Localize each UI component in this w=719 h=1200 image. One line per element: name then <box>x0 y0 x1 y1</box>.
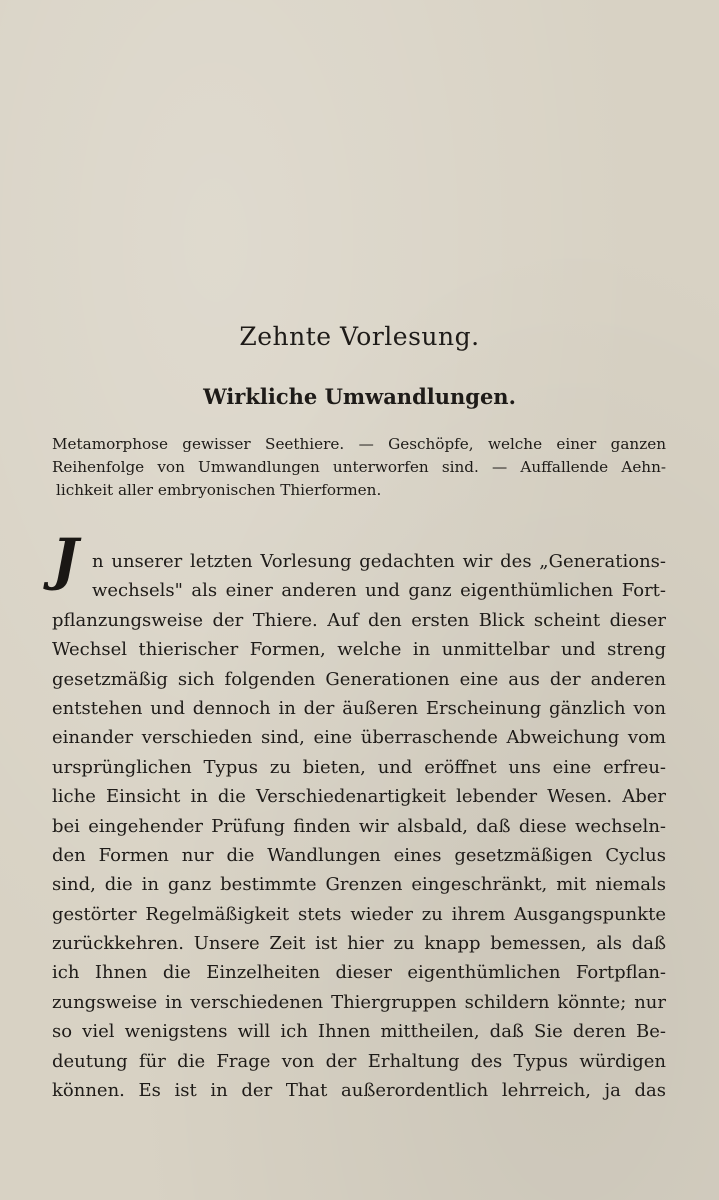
body-line: pflanzungsweise der Thiere. Auf den ersten Blick scheint dieser <box>52 609 666 631</box>
chapter-summary <box>52 433 666 502</box>
body-line: ursprünglichen Typus zu bieten, und eröffnet uns eine erfreu- <box>52 756 666 778</box>
body-line: ich Ihnen die Einzelheiten dieser eigenthümlichen Fortpflan- <box>52 962 666 984</box>
body-line: so viel wenigstens will ich Ihnen mittheilen, daß Sie deren Be- <box>52 1021 666 1043</box>
body-line: zungsweise in verschiedenen Thiergruppen schildern könnte; nur <box>52 991 666 1013</box>
body-line: bei eingehender Prüfung finden wir alsbald, daß diese wechseln- <box>52 815 666 837</box>
summary-line: Metamorphose gewisser Seethiere. — Geschöpfe, welche einer ganzen <box>52 435 666 453</box>
chapter-title: Zehnte Vorlesung. <box>239 322 480 351</box>
section-title: Wirkliche Umwandlungen. <box>203 384 516 409</box>
body-line: gesetzmäßig sich folgenden Generationen eine aus der anderen <box>52 668 666 690</box>
body-line: n unserer letzten Vorlesung gedachten wir des „Generations- <box>92 551 666 572</box>
body-line: Wechsel thierischer Formen, welche in unmittelbar und streng <box>52 639 666 661</box>
body-line: liche Einsicht in die Verschiedenartigkeit lebender Wesen. Aber <box>52 786 666 808</box>
body-line: entstehen und dennoch in der äußeren Erscheinung gänzlich von <box>52 697 666 719</box>
body-line: den Formen nur die Wandlungen eines gesetzmäßigen Cyclus <box>52 844 666 866</box>
body-line: können. Es ist in der That außerordentlich lehrreich, ja das <box>52 1080 666 1102</box>
summary-line: lichkeit aller embryonischen Thierformen. <box>56 481 382 499</box>
body-line: deutung für die Frage von der Erhaltung des Typus würdigen <box>52 1050 666 1072</box>
body-line: zurückkehren. Unsere Zeit ist hier zu knapp bemessen, als daß <box>52 933 666 955</box>
body-line: gestörter Regelmäßigkeit stets wieder zu ihrem Ausgangspunkte <box>52 903 666 925</box>
summary-line: Reihenfolge von Umwandlungen unterworfen sind. — Auffallende Aehn- <box>52 458 666 476</box>
drop-cap-initial: J <box>52 527 79 593</box>
body-line: sind, die in ganz bestimmte Grenzen eingeschränkt, mit niemals <box>52 874 666 896</box>
body-line: einander verschieden sind, eine überraschende Abweichung vom <box>52 727 666 749</box>
body-line: wechsels" als einer anderen und ganz eigenthümlichen Fort- <box>92 580 666 602</box>
body-paragraph <box>52 547 666 1105</box>
